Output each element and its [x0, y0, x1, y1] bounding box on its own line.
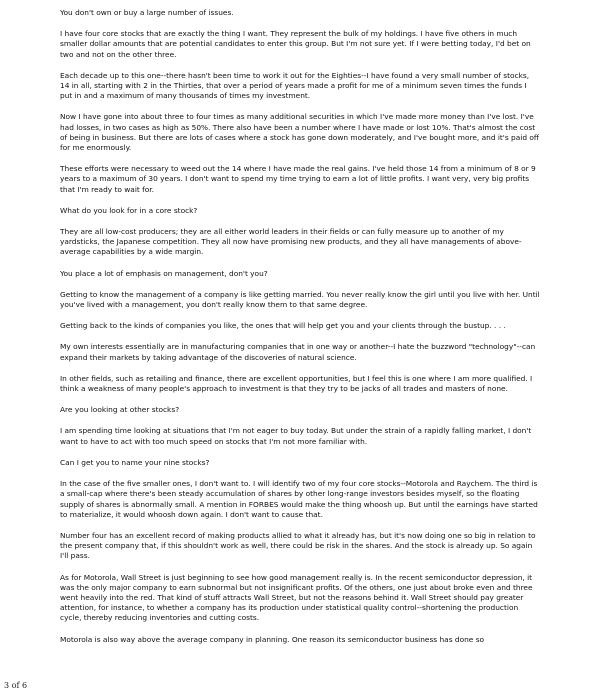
paragraph: Each decade up to this one--there hasn't been time to work it out for the Eighties--I have found a very small number of stocks, 14 in all, starting with 2 in the Thirties, that over a period of years made a profit for me of a minimum seven times the funds I put in and a maximum of many thousands of times my investment.	[60, 70, 530, 101]
question: Are you looking at other stocks?	[60, 405, 180, 415]
paragraph: In the case of the five smaller ones, I don't want to. I will identify two of my four core stocks--Motorola and Raychem. The third is a small-cap where there's been steady accumulation of shares by other long-range investors besides myself, so the floating supply of shares is abnormally small. A mention in FORBES would make the thing whoosh up. But until the earnings have started to materialize, it would whoosh down again. I don't want to cause that.	[60, 479, 538, 519]
paragraph: They are all low-cost producers; they are all either world leaders in their fields or can fully measure up to another of my yardsticks, the Japanese competition. They all now have promising new products, and they all have managements of above-average capabilities by a wide margin.	[60, 227, 522, 257]
paragraph: As for Motorola, Wall Street is just beginning to see how good management really is. In the recent semiconductor depression, it was the only major company to earn subnormal but not insignificant profits. Of the others, one just about broke even and three went heavily into the red. That kind of stuff attracts Wall Street, but not the reasons behind it. Wall Street should pay greater attention, for instance, to whether a company has its production under statistical quality control--shortening the production cycle, thereby reducing inventories and cutting costs.	[60, 572, 533, 623]
paragraph: These efforts were necessary to weed out the 14 where I have made the real gains. I've held those 14 from a minimum of 8 or 9 years to a maximum of 30 years. I don't want to spend my time trying to earn a lot of little profits. I want very, very big profits that I'm ready to wait for.	[60, 164, 536, 194]
paragraph: Motorola is also way above the average company in planning. One reason its semiconductor business has done so	[60, 634, 485, 644]
paragraph: Number four has an excellent record of making products allied to what it already has, but it's now doing one so big in relation to the present company that, if this shouldn't work as well, there could be risk in the shares. And the stock is already up. So again I'll pass.	[60, 530, 536, 561]
paragraph: You don't own or buy a large number of issues.	[60, 8, 234, 17]
paragraph: I am spending time looking at situations that I'm not eager to buy today. But under the strain of a rapidly falling market, I don't want to have to act with too much speed on stocks that I'm not more familiar with.	[60, 426, 532, 446]
question: Can I get you to name your nine stocks?	[60, 457, 210, 467]
document-body	[60, 8, 540, 656]
paragraph: My own interests essentially are in manufacturing companies that in one way or another--I hate the buzzword "technology"--can expand their markets by taking advantage of the discoveries of natural science.	[60, 342, 536, 362]
question: Getting back to the kinds of companies you like, the ones that will help get you and your clients through the bustup. . . .	[60, 321, 506, 331]
paragraph: Now I have gone into about three to four times as many additional securities in which I've made more money than I've lost. I've had losses, in two cases as high as 50%. There also have been a number where I have made or lost 10%. That's almost the cost of being in business. But there are lots of cases where a stock has gone down moderately, and I've bought more, and it's paid off for me enormously.	[60, 112, 539, 153]
paragraph: Getting to know the management of a company is like getting married. You never really know the girl until you live with her. Until you've lived with a management, you don't really know them to that same degree.	[60, 289, 540, 310]
paragraph: I have four core stocks that are exactly the thing I want. They represent the bulk of my holdings. I have five others in much smaller dollar amounts that are potential candidates to enter this group. But I'm not sure yet. If I were betting today, I'd bet on two and not on the other three.	[60, 29, 531, 59]
question: What do you look for in a core stock?	[60, 205, 198, 215]
question: You place a lot of emphasis on management, don't you?	[60, 268, 268, 278]
paragraph: In other fields, such as retailing and finance, there are excellent opportunities, but I feel this is one where I am more qualified. I think a weakness of many people's approach to investment is that they try to be jacks of all trades and masters of none.	[60, 373, 533, 394]
page-number: 3 of 6	[4, 681, 28, 690]
